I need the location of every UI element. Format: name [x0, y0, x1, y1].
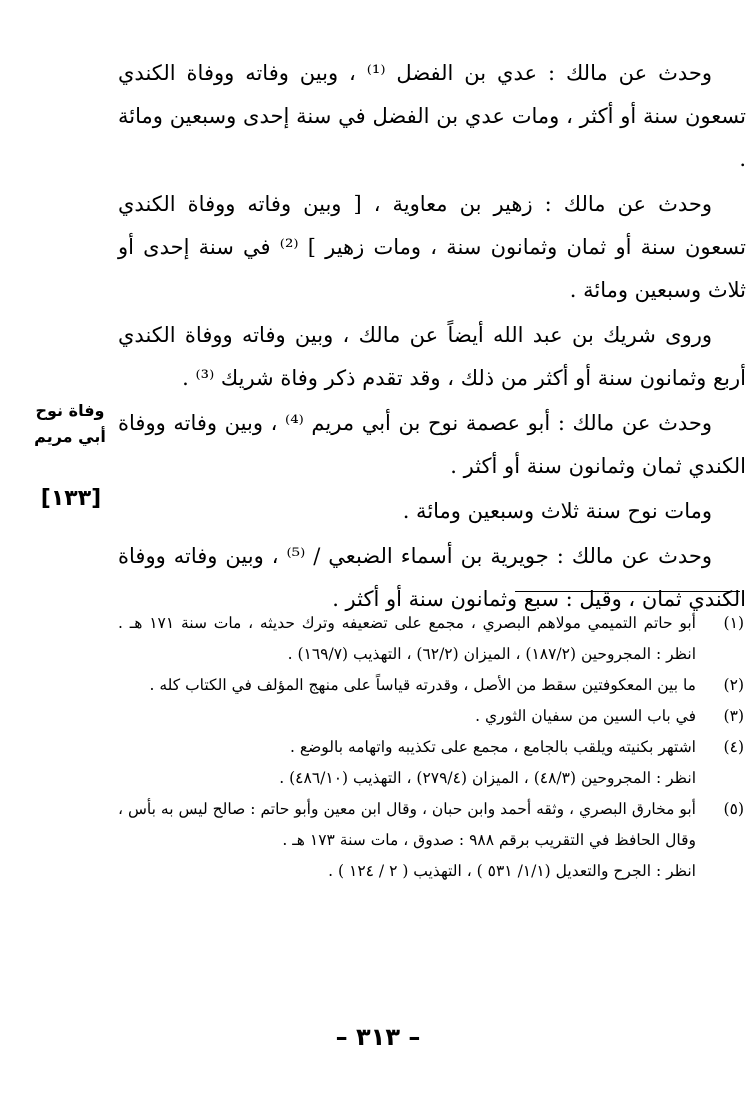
- footnote: [118, 732, 746, 794]
- footnote-reference: انظر : الجرح والتعديل (١/١/ ٥٣١ ) ، التهذيب ( ٢ / ١٢٤ ) .: [328, 862, 696, 880]
- footnote-number: (٤): [723, 738, 744, 756]
- paragraph: وحدث عن مالك : عدي بن الفضل ⁽¹⁾ ، وبين وفاته ووفاة الكندي تسعون سنة أو أكثر ، ومات عدي بن الفضل في سنة إحدى وسبعين ومائة .: [118, 61, 746, 171]
- margin-page-reference: [١٣٣]: [40, 486, 102, 511]
- paragraph: وحدث عن مالك : زهير بن معاوية ، [ وبين وفاته ووفاة الكندي تسعون سنة أو ثمان وثمانون سنة ، ومات زهير ] ⁽²⁾ في سنة إحدى أو ثلاث وسبعين ومائة .: [118, 192, 746, 302]
- footnotes: [118, 608, 746, 887]
- footnote: [118, 794, 746, 887]
- page-number: – ٣١٣ –: [335, 1023, 421, 1051]
- footnote: [118, 670, 746, 701]
- footnote-number: (٥): [723, 800, 744, 818]
- margin-note-line: أبي مريم: [34, 427, 106, 446]
- footnote-number: (٢): [723, 676, 744, 694]
- footnote: [118, 701, 746, 732]
- paragraph: وحدث عن مالك : جويرية بن أسماء الضبعي / ⁽⁵⁾ ، وبين وفاته ووفاة الكندي ثمان ، وقيل : سبع وثمانون سنة أو أكثر .: [118, 544, 746, 611]
- margin-note-line: وفاة نوح: [35, 401, 105, 420]
- footnote-number: (٣): [723, 707, 744, 725]
- footnote-divider: [515, 591, 740, 592]
- footnote-text: ما بين المعكوفتين سقط من الأصل ، وقدرته قياساً على منهج المؤلف في الكتاب كله .: [149, 676, 696, 694]
- footnote-text: أبو مخارق البصري ، وثقه أحمد وابن حبان ، وقال ابن معين وأبو حاتم : صالح ليس به بأس ، وقال الحافظ في التقريب برقم ٩٨٨ : صدوق ، مات سنة ١٧٣ هـ .: [118, 800, 696, 849]
- margin-note: [30, 398, 110, 450]
- paragraph: ومات نوح سنة ثلاث وسبعين ومائة .: [402, 499, 712, 523]
- paragraph: وروى شريك بن عبد الله أيضاً عن مالك ، وبين وفاته ووفاة الكندي أربع وثمانون سنة أو أكثر من ذلك ، وقد تقدم ذكر وفاة شريك ⁽³⁾ .: [118, 323, 746, 390]
- footnote-text: أبو حاتم التميمي مولاهم البصري ، مجمع على تضعيفه وترك حديثه ، مات سنة ١٧١ هـ . انظر : المجروحين (١٨٧/٢) ، الميزان (٦٢/٢) ، التهذيب (١٦٩/٧) .: [118, 614, 696, 663]
- paragraph: وحدث عن مالك : أبو عصمة نوح بن أبي مريم ⁽⁴⁾ ، وبين وفاته ووفاة الكندي ثمان وثمانون سنة أو أكثر .: [118, 411, 746, 478]
- footnote: [118, 608, 746, 670]
- footnote-reference: انظر : المجروحين (٤٨/٣) ، الميزان (٢٧٩/٤) ، التهذيب (٤٨٦/١٠) .: [279, 769, 696, 787]
- footnote-text: اشتهر بكنيته ويلقب بالجامع ، مجمع على تكذيبه واتهامه بالوضع .: [289, 738, 696, 756]
- footnote-text: في باب السين من سفيان الثوري .: [475, 707, 696, 725]
- main-text: [118, 52, 746, 621]
- footnote-number: (١): [723, 614, 744, 632]
